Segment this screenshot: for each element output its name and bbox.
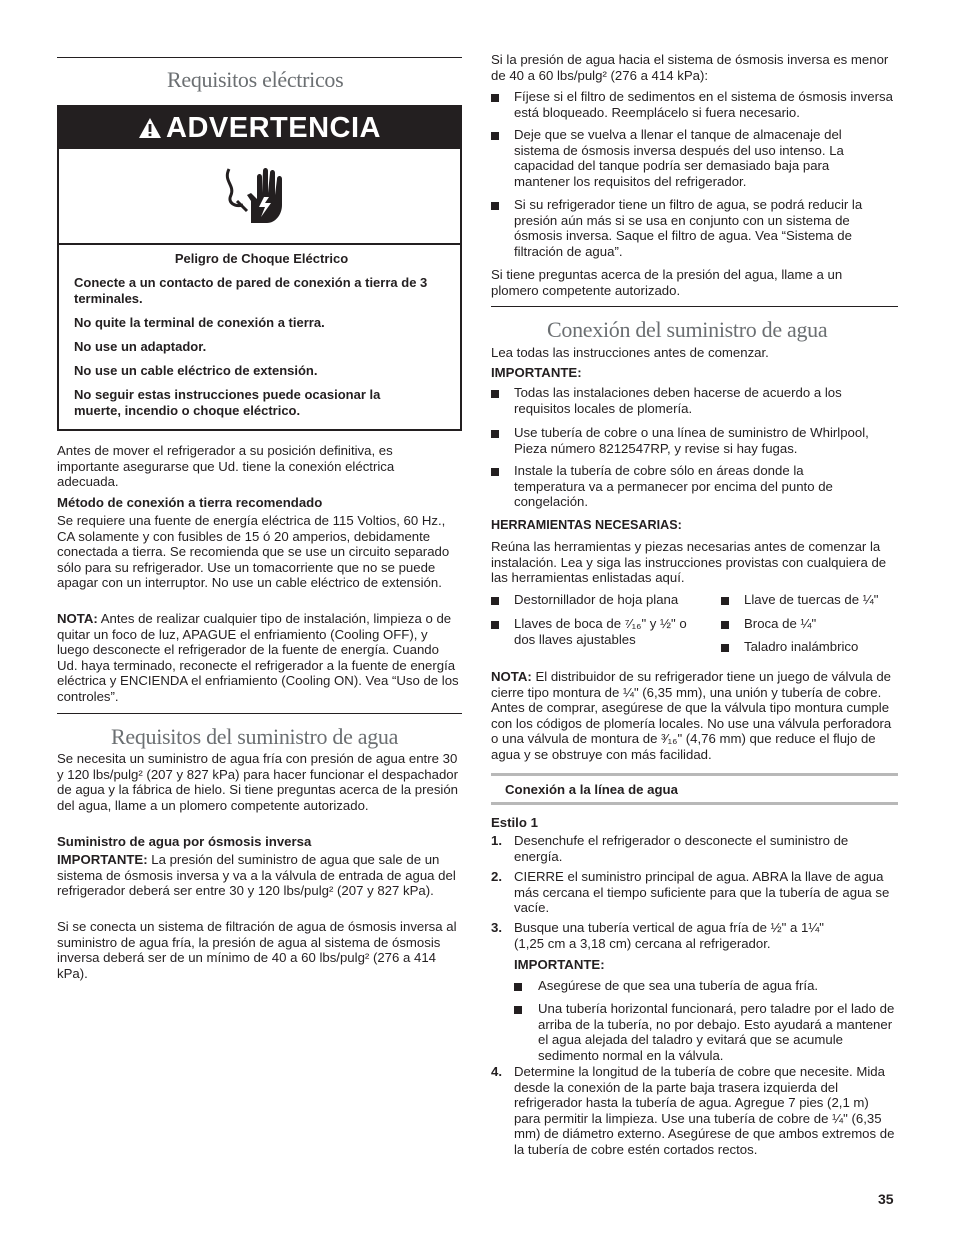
note-label: NOTA: [491,669,532,684]
step-3-bullet-2: Una tubería horizontal funcionará, pero taladre por el lado de arriba de la tubería, no por debajo. Esto ayudará a mantener el agua alejada del taladro y evitará que se acumule sedimento normal en la válvula. [538,1001,895,1063]
grounding-method-subheading: Método de conexión a tierra recomendado [57,495,323,510]
bullet [721,644,729,652]
ro-bullet-2: Deje que se vuelva a llenar el tanque de almacenaje del sistema de ósmosis inversa después del uso intenso. La capacidad del tanque podría ser demasiado baja para mantener los requisitos del refrigerador. [514,127,844,189]
step-3-important: IMPORTANTE: [514,957,605,972]
step-3-text: Busque una tubería vertical de agua fría de ½" a 1¼" (1,25 cm a 3,18 cm) cercana al refrigerador. [514,920,824,951]
important-label-connection: IMPORTANTE: [491,365,582,380]
electrical-note-paragraph [57,611,462,705]
bullet [491,390,499,398]
important-text: La presión del suministro de agua que sale de un sistema de ósmosis inversa y va a la válvula de entrada de agua del refrigerador deberá ser entre 30 y 120 lbs/pulg² (207 y 827 kPa). [57,852,456,899]
ro-bullet-1: Fíjese si el filtro de sedimentos en el sistema de ósmosis inversa está bloqueado. Reemplácelo si fuera necesario. [514,89,893,120]
step-3-bullet-1: Asegúrese de que sea una tubería de agua fría. [538,978,819,993]
electrical-intro-paragraph: Antes de mover el refrigerador a su posición definitiva, es importante asegurarse que Ud. tiene la conexión eléctrica adecuada. [57,443,395,490]
step-number: 3. [491,920,502,935]
tool-flat-screwdriver: Destornillador de hoja plana [514,592,679,607]
tools-label: HERRAMIENTAS NECESARIAS: [491,518,682,532]
warning-line-3: No use un adaptador. [74,339,207,354]
note-text: El distribuidor de su refrigerador tiene un juego de válvula de cierre tipo montura de ¼" (6,35 mm), una unión y tubería de cobre. Antes de comprar, asegúrese de que la válvula tipo montura cumple con los códigos de plomería locales. No use una válvula perforadora o una válvula de montura de ³⁄₁₆" (4,76 mm) que reduce el flujo de agua y se obstruye con más facilidad. [491,669,892,762]
connection-bullet-2: Use tubería de cobre o una línea de suministro de Whirlpool, Pieza número 8212547RP, y revise si hay fugas. [514,425,869,456]
water-supply-paragraph: Se necesita un suministro de agua fría con presión de agua entre 30 y 120 lbs/pulg² (207 y 827 kPa) para hacer funcionar el despachador de agua y la fábrica de hielo. Si tiene preguntas acerca de la presión del agua, llame a un plomero competente autorizado. [57,751,459,813]
connection-bullet-3: Instale la tubería de cobre sólo en áreas donde la temperatura va a permanecer por encima del punto de congelación. [514,463,833,510]
warning-header [59,107,460,149]
bullet [491,132,499,140]
reverse-osmosis-important [57,852,462,899]
ro-pressure-paragraph: Si la presión de agua hacia el sistema de ósmosis inversa es menor de 40 a 60 lbs/pulg² (276 a 414 kPa): [491,52,889,83]
plumber-paragraph: Si tiene preguntas acerca de la presión del agua, llame a un plomero competente autorizado. [491,267,843,298]
warning-triangle-icon [138,117,162,139]
tools-paragraph: Reúna las herramientas y piezas necesarias antes de comenzar la instalación. Lea y siga las instrucciones provistas con cualquiera de las herramientas enlistadas aquí. [491,539,887,586]
step-4-text: Determine la longitud de la tubería de cobre que necesite. Mida desde la conexión de la parte baja trasera izquierda del refrigerador hasta la tubería de agua. Agregue 7 pies (2,1 m) para permitir la limpieza. Use una tubería de cobre de ¼" (6,35 mm) de diámetro externo. Asegúrese de que ambos extremos de la tubería de cobre estén cortados rectos. [514,1064,895,1157]
reverse-osmosis-subheading: Suministro de agua por ósmosis inversa [57,834,312,849]
bullet [491,621,499,629]
bullet [491,597,499,605]
section-heading-connection: Conexión del suministro de agua [547,317,828,342]
section-heading-water-supply: Requisitos del suministro de agua [111,724,399,749]
step-2-text: CIERRE el suministro principal de agua. ABRA la llave de agua más cercana el tiempo suficiente para que la tubería de agua se vacíe. [514,869,890,916]
warning-line-4: No use un cable eléctrico de extensión. [74,363,318,378]
bullet [491,94,499,102]
bullet [514,1006,522,1014]
note-text: Antes de realizar cualquier tipo de instalación, limpieza o de quitar un foco de luz, APAGUE el enfriamiento (Cooling OFF), y luego desconecte el refrigerador de la fuente de energía. Cuando Ud. haya terminado, reconecte el refrigerador a la fuente de energía eléctrica y ENCIENDA el enfriamiento (Cooling ON). Vea “Uso de los controles”. [57,611,459,704]
bullet [491,202,499,210]
step-number: 4. [491,1064,502,1079]
bullet [721,597,729,605]
top-rule-left [57,57,462,58]
read-instructions: Lea todas las instrucciones antes de comenzar. [491,345,769,360]
tool-wrenches: Llaves de boca de ⁷⁄₁₆" y ½" o dos llaves ajustables [514,616,687,647]
tool-nut-driver: Llave de tuercas de ¼" [744,592,879,607]
section-heading-electrical: Requisitos eléctricos [167,67,344,92]
bullet [514,983,522,991]
style-1-heading: Estilo 1 [491,815,538,830]
warning-line-5: No seguir estas instrucciones puede ocasionar la muerte, incendio o choque eléctrico. [74,387,381,418]
water-line-subheading: Conexión a la línea de agua [505,782,678,797]
bullet [491,468,499,476]
connection-note-paragraph [491,669,898,763]
note-label: NOTA: [57,611,98,626]
warning-line-2: No quite la terminal de conexión a tierra. [74,315,325,330]
bullet [491,430,499,438]
warning-icon-area [59,149,460,245]
grounding-method-paragraph: Se requiere una fuente de energía eléctrica de 115 Voltios, 60 Hz., CA solamente y con fusibles de 15 ó 20 amperios, debidamente conectada a tierra. Se recomienda que se use un circuito separado sólo para su refrigerador. Use un tomacorriente que no se puede apagar con un interruptor. No use un cable eléctrico de extensión. [57,513,450,591]
important-label: IMPORTANTE: [57,852,148,867]
ro-bullet-3: Si su refrigerador tiene un filtro de agua, se podrá reducir la presión aún más si se usa en conjunto con un sistema de ósmosis inversa. Saque el filtro de agua. Vea “Sistema de filtración de agua”. [514,197,863,259]
warning-box [57,105,462,431]
step-1-text: Desenchufe el refrigerador o desconecte el suministro de energía. [514,833,849,864]
rule-water-supply [57,713,462,714]
step-number: 1. [491,833,502,848]
warning-line-1: Conecte a un contacto de pared de conexión a tierra de 3 terminales. [74,275,428,306]
bullet [721,621,729,629]
tool-drill-bit: Broca de ¼" [744,616,817,631]
rule-connection [491,306,898,307]
step-number: 2. [491,869,502,884]
page-number: 35 [878,1191,894,1207]
electric-shock-hand-icon [221,161,291,231]
connection-bullet-1: Todas las instalaciones deben hacerse de acuerdo a los requisitos locales de plomería. [514,385,842,416]
tool-cordless-drill: Taladro inalámbrico [744,639,859,654]
reverse-osmosis-paragraph: Si se conecta un sistema de filtración de agua de ósmosis inversa al suministro de agua fría, la presión de agua al sistema de ósmosis inversa deberá ser de un mínimo de 40 a 60 lbs/pulg² (276 a 414 kPa). [57,919,457,981]
warning-title: ADVERTENCIA [166,112,381,144]
warning-hazard: Peligro de Choque Eléctrico [174,251,349,266]
